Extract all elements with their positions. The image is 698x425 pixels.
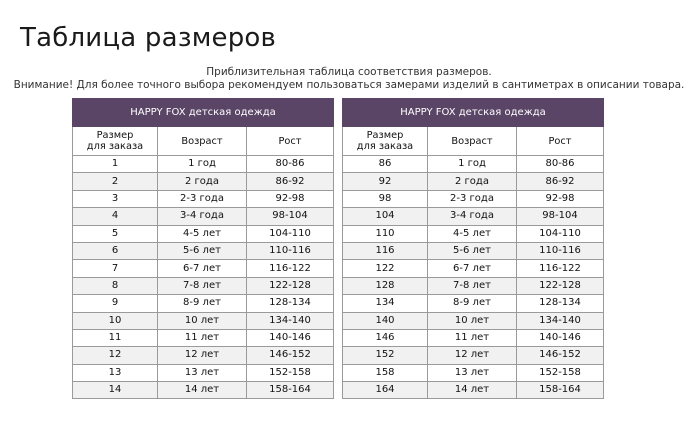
size-table-left [72, 98, 334, 399]
table-row [73, 260, 334, 277]
size-table-right [342, 98, 604, 399]
height-cell: 134-140 [247, 312, 334, 329]
height-cell: 98-104 [517, 208, 604, 225]
age-cell: 3-4 года [158, 208, 247, 225]
height-cell: 146-152 [247, 347, 334, 364]
table-row [343, 329, 604, 346]
height-cell: 98-104 [247, 208, 334, 225]
table-row [73, 242, 334, 259]
table-body [73, 156, 334, 399]
table-row [343, 312, 604, 329]
size-cell: 7 [73, 260, 158, 277]
height-cell: 122-128 [517, 277, 604, 294]
height-cell: 80-86 [517, 156, 604, 173]
age-cell: 10 лет [158, 312, 247, 329]
size-cell: 158 [343, 364, 428, 381]
size-cell: 140 [343, 312, 428, 329]
column-header-age: Возраст [158, 127, 247, 156]
age-cell: 2-3 года [428, 190, 517, 207]
size-cell: 134 [343, 295, 428, 312]
column-header-size [73, 127, 158, 156]
height-cell: 128-134 [517, 295, 604, 312]
height-cell: 104-110 [247, 225, 334, 242]
height-cell: 140-146 [517, 329, 604, 346]
table-row [73, 382, 334, 399]
age-cell: 5-6 лет [158, 242, 247, 259]
table-row [73, 347, 334, 364]
age-cell: 5-6 лет [428, 242, 517, 259]
age-cell: 6-7 лет [158, 260, 247, 277]
age-cell: 7-8 лет [428, 277, 517, 294]
height-cell: 92-98 [517, 190, 604, 207]
table-row [73, 295, 334, 312]
size-cell: 9 [73, 295, 158, 312]
age-cell: 7-8 лет [158, 277, 247, 294]
column-header-size [343, 127, 428, 156]
table-row [343, 225, 604, 242]
column-header-height: Рост [247, 127, 334, 156]
page-title: Таблица размеров [20, 23, 277, 53]
size-cell: 14 [73, 382, 158, 399]
height-cell: 152-158 [517, 364, 604, 381]
table-row [343, 364, 604, 381]
table-row [343, 156, 604, 173]
size-cell: 6 [73, 242, 158, 259]
size-cell: 12 [73, 347, 158, 364]
height-cell: 86-92 [517, 173, 604, 190]
height-cell: 104-110 [517, 225, 604, 242]
size-cell: 86 [343, 156, 428, 173]
size-cell: 11 [73, 329, 158, 346]
age-cell: 8-9 лет [158, 295, 247, 312]
size-cell: 1 [73, 156, 158, 173]
age-cell: 1 год [428, 156, 517, 173]
height-cell: 146-152 [517, 347, 604, 364]
table-body [343, 156, 604, 399]
size-cell: 164 [343, 382, 428, 399]
age-cell: 8-9 лет [428, 295, 517, 312]
height-cell: 140-146 [247, 329, 334, 346]
age-cell: 4-5 лет [158, 225, 247, 242]
height-cell: 110-116 [517, 242, 604, 259]
height-cell: 86-92 [247, 173, 334, 190]
size-cell: 104 [343, 208, 428, 225]
age-cell: 2 года [158, 173, 247, 190]
table-row [343, 260, 604, 277]
size-cell: 146 [343, 329, 428, 346]
age-cell: 2-3 года [158, 190, 247, 207]
table-row [73, 190, 334, 207]
height-cell: 128-134 [247, 295, 334, 312]
column-header-age: Возраст [428, 127, 517, 156]
size-cell: 10 [73, 312, 158, 329]
table-row [343, 277, 604, 294]
height-cell: 158-164 [517, 382, 604, 399]
age-cell: 12 лет [158, 347, 247, 364]
height-cell: 110-116 [247, 242, 334, 259]
size-cell: 98 [343, 190, 428, 207]
table-row [73, 156, 334, 173]
height-cell: 116-122 [247, 260, 334, 277]
column-header-size-line: для заказа [356, 141, 414, 152]
table-row [73, 364, 334, 381]
size-cell: 116 [343, 242, 428, 259]
intro-text: Приблизительная таблица соответствия размеров. [206, 66, 492, 78]
table-brand-header: HAPPY FOX детская одежда [343, 99, 604, 127]
height-cell: 152-158 [247, 364, 334, 381]
age-cell: 13 лет [428, 364, 517, 381]
age-cell: 6-7 лет [428, 260, 517, 277]
table-row [343, 382, 604, 399]
table-row [343, 190, 604, 207]
size-cell: 128 [343, 277, 428, 294]
column-header-size-line: для заказа [86, 141, 144, 152]
height-cell: 116-122 [517, 260, 604, 277]
column-header-size-line: Размер [96, 130, 134, 141]
size-cell: 5 [73, 225, 158, 242]
height-cell: 122-128 [247, 277, 334, 294]
column-header-height: Рост [517, 127, 604, 156]
size-cell: 152 [343, 347, 428, 364]
table-row [343, 208, 604, 225]
size-cell: 4 [73, 208, 158, 225]
notice-text: Внимание! Для более точного выбора рекомендуем пользоваться замерами изделий в сантиметрах в описании товара. [13, 79, 685, 91]
age-cell: 12 лет [428, 347, 517, 364]
table-row [73, 277, 334, 294]
size-cell: 8 [73, 277, 158, 294]
size-cell: 13 [73, 364, 158, 381]
table-row [343, 295, 604, 312]
size-cell: 2 [73, 173, 158, 190]
table-row [73, 208, 334, 225]
age-cell: 10 лет [428, 312, 517, 329]
table-row [73, 329, 334, 346]
table-brand-header: HAPPY FOX детская одежда [73, 99, 334, 127]
size-cell: 110 [343, 225, 428, 242]
age-cell: 4-5 лет [428, 225, 517, 242]
size-cell: 92 [343, 173, 428, 190]
height-cell: 92-98 [247, 190, 334, 207]
table-row [73, 173, 334, 190]
size-cell: 3 [73, 190, 158, 207]
height-cell: 158-164 [247, 382, 334, 399]
age-cell: 14 лет [428, 382, 517, 399]
age-cell: 3-4 года [428, 208, 517, 225]
age-cell: 2 года [428, 173, 517, 190]
age-cell: 11 лет [428, 329, 517, 346]
height-cell: 134-140 [517, 312, 604, 329]
table-row [73, 312, 334, 329]
column-header-size-line: Размер [366, 130, 404, 141]
table-row [343, 242, 604, 259]
table-row [343, 347, 604, 364]
table-row [73, 225, 334, 242]
age-cell: 11 лет [158, 329, 247, 346]
height-cell: 80-86 [247, 156, 334, 173]
size-cell: 122 [343, 260, 428, 277]
age-cell: 1 год [158, 156, 247, 173]
table-row [343, 173, 604, 190]
age-cell: 13 лет [158, 364, 247, 381]
age-cell: 14 лет [158, 382, 247, 399]
